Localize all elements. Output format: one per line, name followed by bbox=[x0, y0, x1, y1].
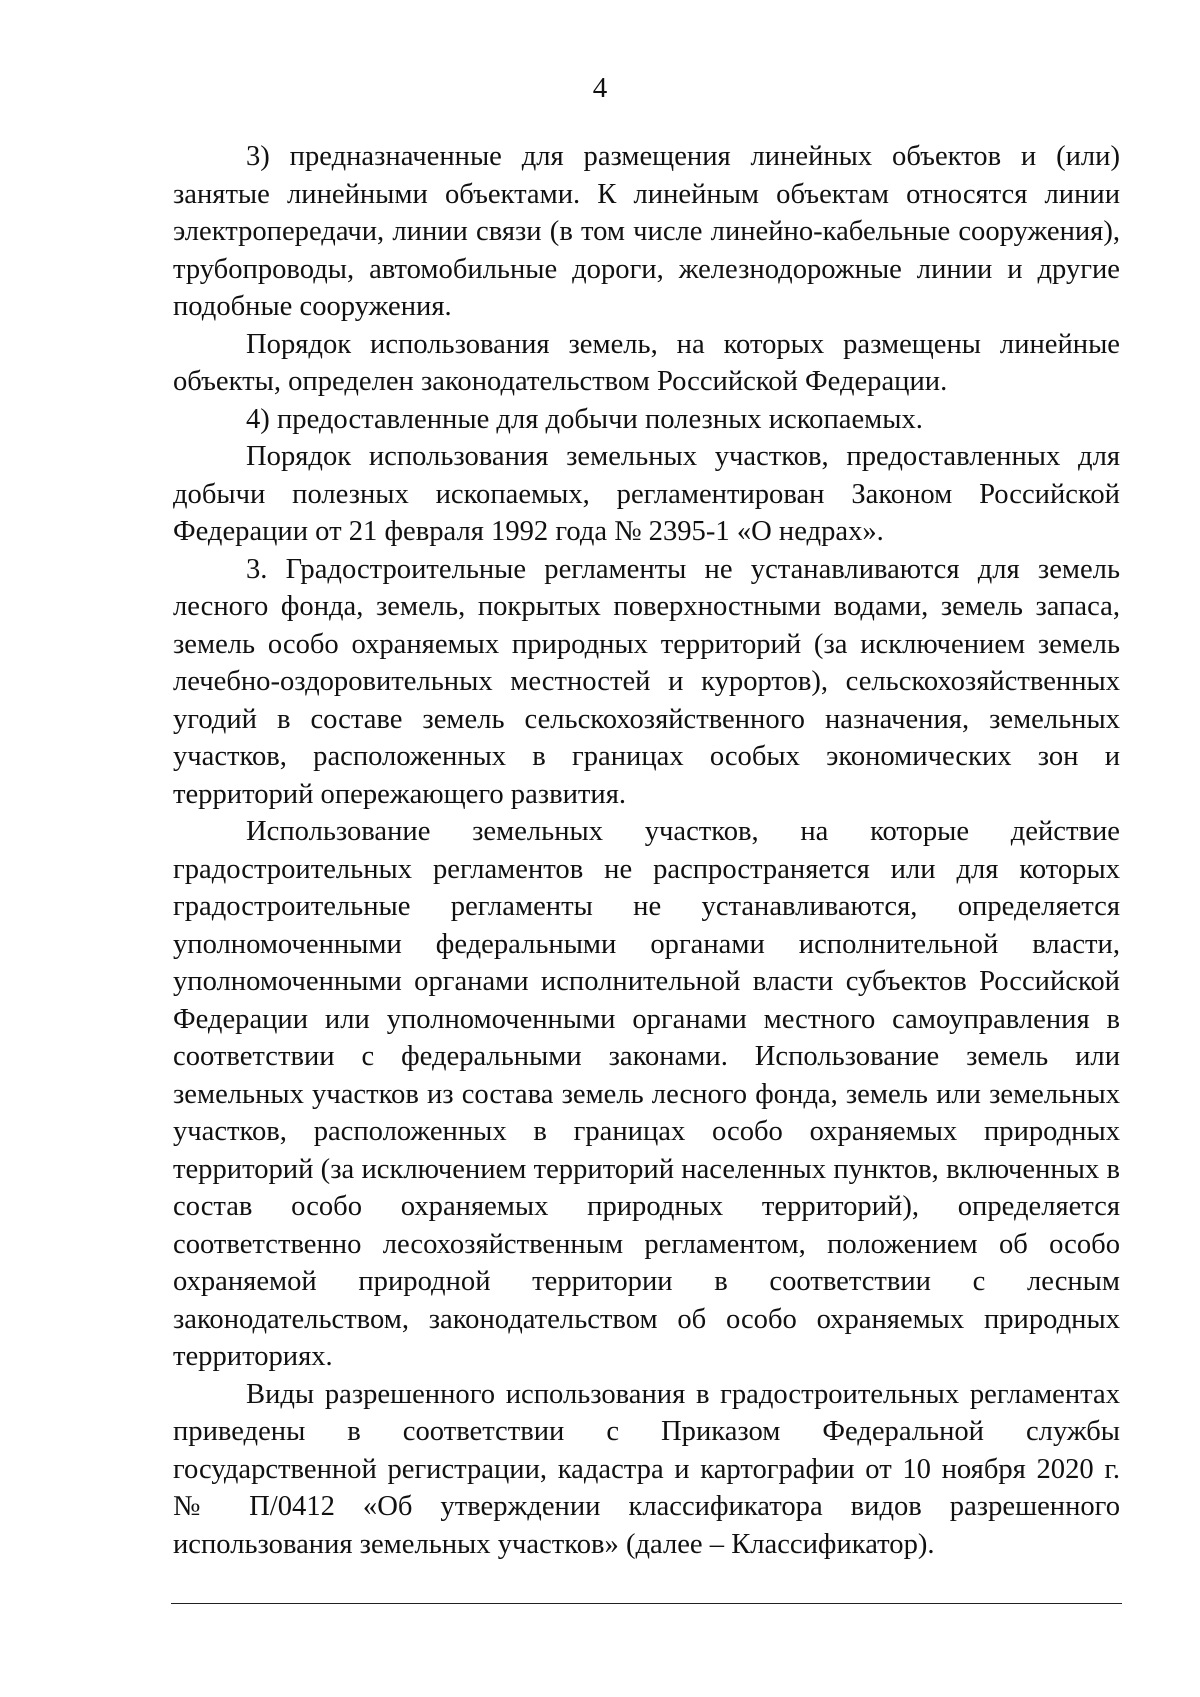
paragraph-linear-objects-order: Порядок использования земель, на которых размещены линейные объекты, определен законодательством Российской Федерации. bbox=[173, 328, 1120, 397]
document-body bbox=[173, 138, 1120, 1563]
footer-divider bbox=[171, 1603, 1122, 1604]
paragraph-mineral-extraction-order: Порядок использования земельных участков, предоставленных для добычи полезных ископаемых, регламентирован Законом Российской Федерации от 21 февраля 1992 года № 2395-1 «О недрах». bbox=[173, 441, 1120, 547]
paragraph-land-use-authority: Использование земельных участков, на которые действие градостроительных регламентов не распространяется или для которых градостроительные регламенты не устанавливаются, определяется уполномоченными федеральными органами исполнительной власти, уполномоченными органами исполнительной власти субъектов Российской Федерации или уполномоченными органами местного самоуправления в соответствии с федеральными законами. Использование земель или земельных участков из состава земель лесного фонда, земель или земельных участков, расположенных в границах особо охраняемых природных территорий (за исключением территорий населенных пунктов, включенных в состав особо охраняемых природных территорий), определяется соответственно лесохозяйственным регламентом, положением об особо охраняемой природной территории в соответствии с лесным законодательством, законодательством об особо охраняемых природных территориях. bbox=[173, 816, 1120, 1372]
paragraph-mineral-extraction: 4) предоставленные для добычи полезных ископаемых. bbox=[246, 403, 923, 435]
page-number: 4 bbox=[592, 72, 608, 104]
paragraph-permitted-use-types: Виды разрешенного использования в градостроительных регламентах приведены в соответствии с Приказом Федеральной службы государственной регистрации, кадастра и картографии от 10 ноября 2020 г. № П/0412 «Об утверждении классификатора видов разрешенного использования земельных участков» (далее – Классификатор). bbox=[173, 1378, 1120, 1560]
paragraph-regulations-not-established: 3. Градостроительные регламенты не устанавливаются для земель лесного фонда, земель, покрытых поверхностными водами, земель запаса, земель особо охраняемых природных территорий (за исключением земель лечебно-оздоровительных местностей и курортов), сельскохозяйственных угодий в составе земель сельскохозяйственного назначения, земельных участков, расположенных в границах особых экономических зон и территорий опережающего развития. bbox=[173, 553, 1120, 810]
paragraph-linear-objects: 3) предназначенные для размещения линейных объектов и (или) занятые линейными объектами. К линейным объектам относятся линии электропередачи, линии связи (в том числе линейно-кабельные сооружения), трубопроводы, автомобильные дороги, железнодорожные линии и другие подобные сооружения. bbox=[173, 141, 1120, 322]
